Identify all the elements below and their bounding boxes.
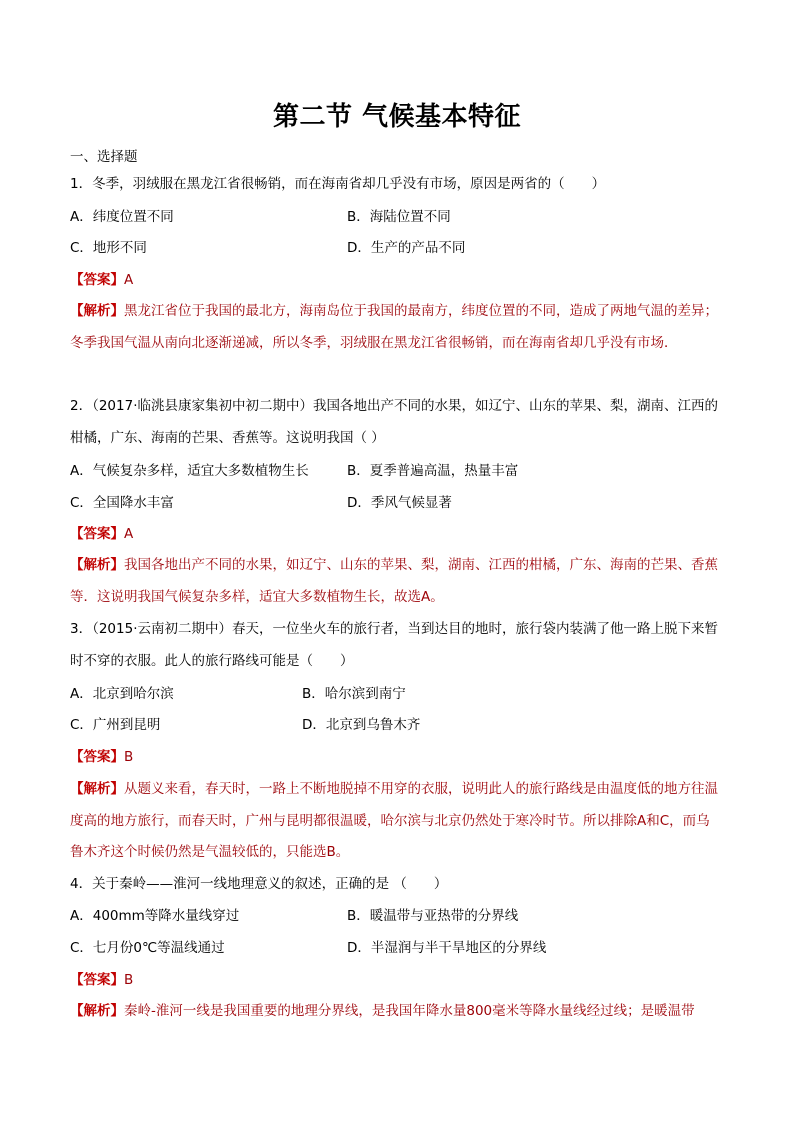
analysis-text: 秦岭-淮河一线是我国重要的地理分界线，是我国年降水量800毫米等降水量线经过线；是暖温带	[124, 1003, 695, 1019]
question-3-stem: 3．（2015·云南初二期中）春天，一位坐火车的旅行者，当到达目的地时，旅行袋内装满了他一路上脱下来暂时不穿的衣服。此人的旅行路线可能是（ ）	[70, 621, 718, 669]
analysis-tag: 【解析】	[70, 1003, 124, 1019]
analysis-text: 从题义来看，春天时，一路上不断地脱掉不用穿的衣服，说明此人的旅行路线是由温度低的地方往温度高的地方旅行，而春天时，广州与昆明都很温暖，哈尔滨与北京仍然处于寒冷时节。所以排除A和C，而乌鲁木齐这个时候仍然是气温较低的，只能选B。	[70, 781, 718, 860]
answer-value: A	[124, 526, 134, 542]
question-3-option-d: D．北京到乌鲁木齐	[302, 717, 421, 733]
section-heading: 一、选择题	[70, 149, 138, 165]
question-4-option-a: A．400mm等降水量线穿过	[70, 908, 240, 924]
question-1-option-d: D．生产的产品不同	[347, 240, 466, 256]
question-2-option-c: C．全国降水丰富	[70, 495, 174, 511]
answer-tag: 【答案】	[70, 972, 124, 988]
question-1-stem: 1．冬季，羽绒服在黑龙江省很畅销，而在海南省却几乎没有市场，原因是两省的（ ）	[70, 176, 606, 192]
question-2-option-b: B．夏季普遍高温，热量丰富	[347, 463, 519, 479]
question-1-option-a: A．纬度位置不同	[70, 209, 174, 225]
question-1-analysis	[70, 296, 722, 359]
question-3-analysis	[70, 774, 722, 869]
answer-tag: 【答案】	[70, 272, 124, 288]
question-4-answer	[70, 970, 133, 990]
question-2-option-a: A．气候复杂多样，适宜大多数植物生长	[70, 463, 309, 479]
question-4-analysis	[70, 996, 722, 1028]
question-4-stem: 4．关于秦岭——淮河一线地理意义的叙述，正确的是 （ ）	[70, 876, 448, 892]
question-3-option-b: B．哈尔滨到南宁	[302, 686, 406, 702]
question-4-option-d: D．半湿润与半干旱地区的分界线	[347, 940, 547, 956]
question-3-answer	[70, 747, 133, 767]
question-3-option-c: C．广州到昆明	[70, 717, 161, 733]
analysis-tag: 【解析】	[70, 781, 124, 797]
answer-value: A	[124, 272, 134, 288]
analysis-tag: 【解析】	[70, 557, 124, 573]
question-2-analysis	[70, 550, 722, 613]
analysis-text: 黑龙江省位于我国的最北方，海南岛位于我国的最南方，纬度位置的不同，造成了两地气温的差异；冬季我国气温从南向北逐渐递减，所以冬季，羽绒服在黑龙江省很畅销，而在海南省却几乎没有市场．	[70, 303, 718, 351]
question-2-answer	[70, 524, 133, 544]
question-2-option-d: D．季风气候显著	[347, 495, 452, 511]
question-3-option-a: A．北京到哈尔滨	[70, 686, 174, 702]
answer-tag: 【答案】	[70, 526, 124, 542]
question-4-option-c: C．七月份0℃等温线通过	[70, 940, 225, 956]
analysis-text: 我国各地出产不同的水果，如辽宁、山东的苹果、梨，湖南、江西的柑橘，广东、海南的芒果、香蕉等．这说明我国气候复杂多样，适宜大多数植物生长，故选A。	[70, 557, 718, 605]
question-1-option-b: B．海陆位置不同	[347, 209, 451, 225]
question-4-option-b: B．暖温带与亚热带的分界线	[347, 908, 519, 924]
answer-value: B	[124, 972, 134, 988]
page-title: 第二节 气候基本特征	[272, 102, 522, 132]
answer-tag: 【答案】	[70, 749, 124, 765]
question-1-option-c: C．地形不同	[70, 240, 147, 256]
answer-value: B	[124, 749, 134, 765]
question-2-stem: 2．（2017·临洮县康家集初中初二期中）我国各地出产不同的水果，如辽宁、山东的苹果、梨，湖南、江西的柑橘，广东、海南的芒果、香蕉等。这说明我国（ ）	[70, 398, 718, 446]
question-1-answer	[70, 270, 133, 290]
analysis-tag: 【解析】	[70, 303, 124, 319]
